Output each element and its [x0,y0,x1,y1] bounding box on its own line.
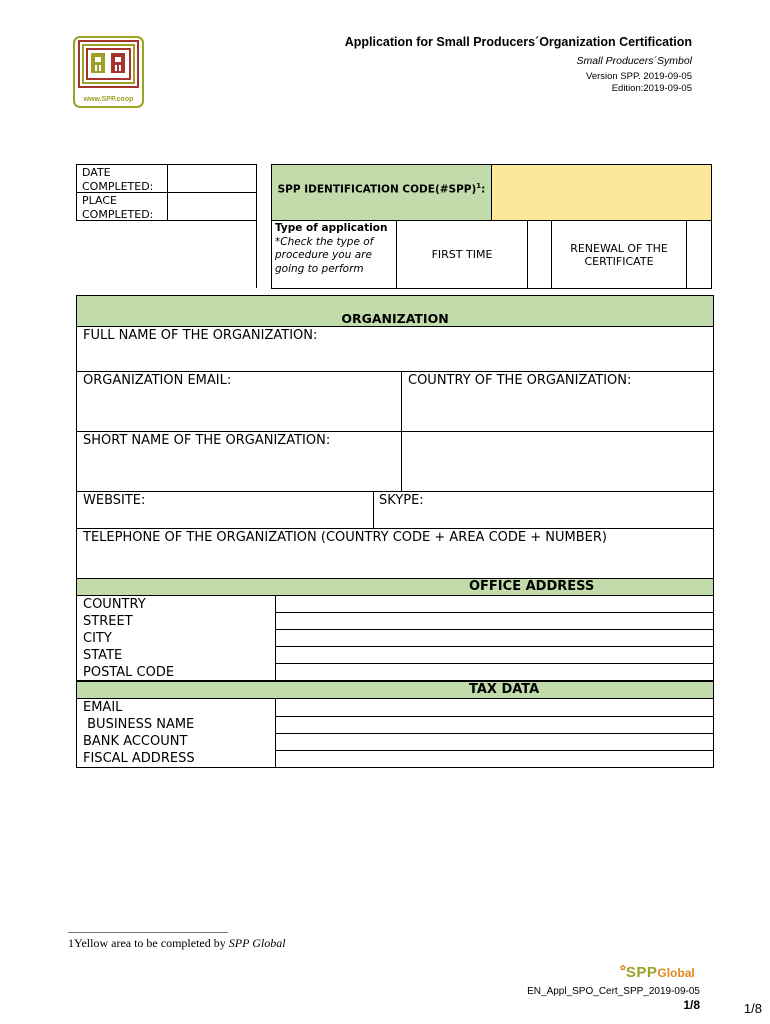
office-city-field[interactable] [276,630,713,646]
spp-global-logo [620,964,695,982]
place-completed-field[interactable] [167,192,257,221]
footnote [68,936,286,951]
footnote-mark: 1 [476,182,482,190]
spp-logo [73,36,144,108]
tax-business-name-label: BUSINESS NAME [83,717,195,732]
footnote-text: Yellow area to be completed by [74,936,226,950]
organization-heading: ORGANIZATION [77,296,713,327]
brand-global: Global [657,966,695,980]
option-first-time [396,220,528,289]
office-country-field[interactable] [276,596,713,612]
document-id: EN_Appl_SPO_Cert_SPP_2019-09-05 [527,986,700,997]
type-title: Type of application [275,222,388,234]
edition-label: Edition:2019-09-05 [611,83,692,94]
full-name-label: FULL NAME OF THE ORGANIZATION: [83,328,318,343]
tax-bank-account-field[interactable] [276,734,713,750]
tax-data-heading: TAX DATA [76,681,714,699]
office-city-label: CITY [83,631,112,646]
place-completed-label: PLACE COMPLETED: [76,192,168,221]
version-label: Version SPP. 2019-09-05 [586,71,692,82]
option-first-time-label: FIRST TIME [431,248,493,261]
type-note: *Check the type of procedure you are going to perform [275,235,374,275]
logo-text: www.SPP.coop [83,96,134,103]
short-name-label: SHORT NAME OF THE ORGANIZATION: [83,433,331,448]
document-subtitle: Small Producers´Symbol [576,55,692,67]
page-number: 1/8 [683,998,700,1012]
footnote-separator [68,932,228,933]
spp-code-label [271,164,492,221]
skype-label: SKYPE: [379,493,424,508]
row-divider [77,431,713,432]
row-divider [77,491,713,492]
office-state-label: STATE [83,648,123,663]
spp-code-suffix: : [481,183,486,196]
office-street-field[interactable] [276,613,713,629]
brand-mark-icon: ✿ [620,965,626,972]
office-address-heading: OFFICE ADDRESS [76,578,714,596]
option-renewal [551,220,687,289]
office-state-field[interactable] [276,647,713,663]
spp-code-text: SPP IDENTIFICATION CODE(#SPP) [277,183,477,196]
tax-fiscal-address-field[interactable] [276,751,713,767]
office-country-label: COUNTRY [83,597,146,612]
tax-fiscal-address-label: FISCAL ADDRESS [83,751,195,766]
tax-business-name-field[interactable] [276,717,713,733]
date-completed-field[interactable] [167,164,257,193]
office-postal-code-field[interactable] [276,664,713,680]
divider [256,220,257,288]
date-completed-label: DATE COMPLETED: [76,164,168,193]
option-renewal-label: RENEWAL OF THE CERTIFICATE [570,241,668,268]
document-title: Application for Small Producers´Organization Certification [344,35,692,49]
checkbox-first-time[interactable] [527,220,552,289]
email-label: ORGANIZATION EMAIL: [83,373,232,388]
viewer-page-indicator: 1/8 [743,1001,762,1016]
tax-email-label: EMAIL [83,700,123,715]
tax-bank-account-label: BANK ACCOUNT [83,734,188,749]
country-label: COUNTRY OF THE ORGANIZATION: [408,373,632,388]
brand-spp: SPP [625,964,658,981]
website-label: WEBSITE: [83,493,146,508]
column-divider [373,491,374,528]
type-of-application-label [271,220,397,289]
office-postal-code-label: POSTAL CODE [83,665,175,680]
row-divider [77,371,713,372]
footnote-number: 1 [68,936,74,950]
spp-code-field[interactable] [491,164,712,221]
tax-email-field[interactable] [276,699,713,716]
checkbox-renewal[interactable] [686,220,712,289]
footnote-italic: SPP Global [228,936,286,950]
office-street-label: STREET [83,614,133,629]
telephone-label: TELEPHONE OF THE ORGANIZATION (COUNTRY CODE + AREA CODE + NUMBER) [83,530,607,545]
